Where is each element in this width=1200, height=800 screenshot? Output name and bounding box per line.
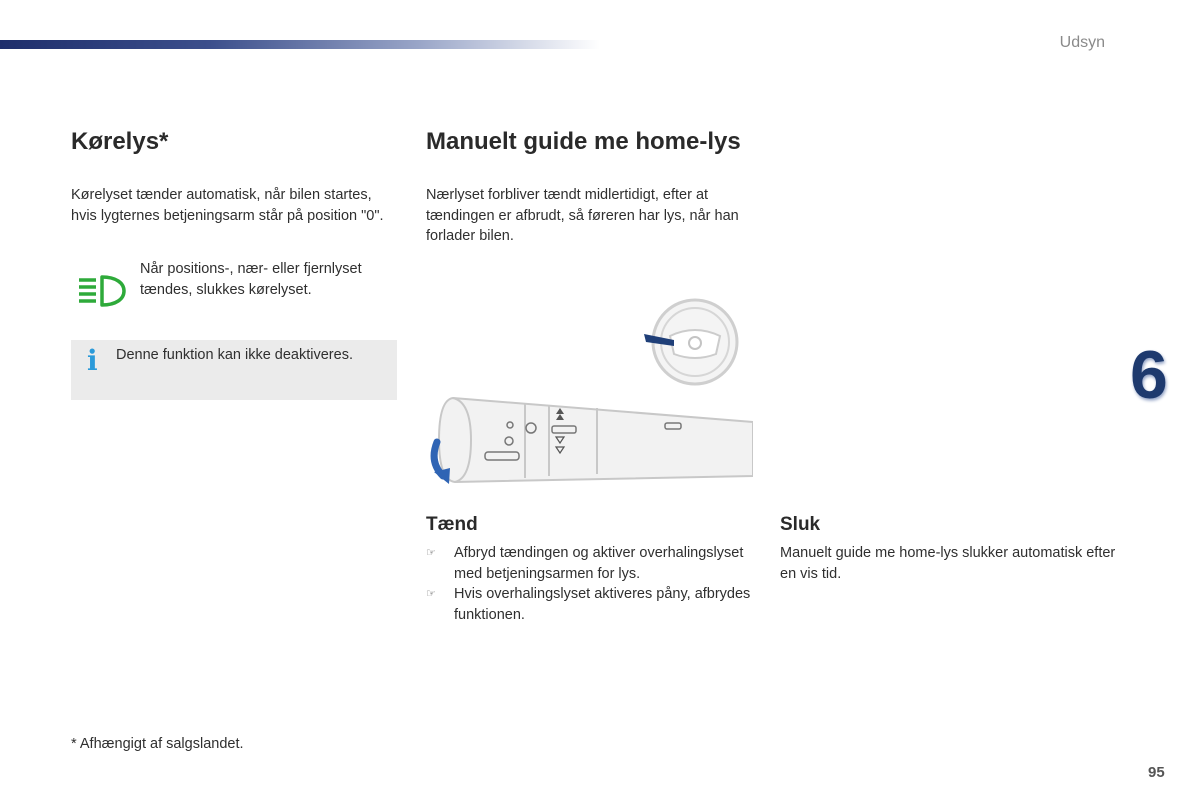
list-item xyxy=(426,584,756,625)
info-text: Denne funktion kan ikke deaktiveres. xyxy=(116,347,353,363)
section-label: Udsyn xyxy=(1059,34,1105,51)
light-stalk-illustration xyxy=(425,392,753,488)
step-text: Afbryd tændingen og aktiver overhalingslyset med betjeningsarmen for lys. xyxy=(454,545,744,582)
sluk-paragraph: Manuelt guide me home-lys slukker automatisk efter en vis tid. xyxy=(780,545,1116,582)
step-text: Hvis overhalingslyset aktiveres påny, afbrydes funktionen. xyxy=(454,586,751,623)
taend-title: Tænd xyxy=(426,514,478,535)
guide-me-home-title: Manuelt guide me home-lys xyxy=(426,128,741,155)
footnote: * Afhængigt af salgslandet. xyxy=(71,736,244,752)
pointing-hand-icon: ☞ xyxy=(426,588,436,600)
info-box xyxy=(71,340,397,400)
info-icon: i xyxy=(87,344,98,377)
headlamp-icon xyxy=(76,274,126,308)
list-item xyxy=(426,543,756,584)
header-gradient-bar xyxy=(0,40,600,49)
headlamp-note: Når positions-, nær- eller fjernlyset tændes, slukkes kørelyset. xyxy=(140,261,362,298)
chapter-number: 6 xyxy=(1130,337,1168,413)
sluk-title: Sluk xyxy=(780,514,821,535)
steering-wheel-illustration xyxy=(640,296,740,388)
kørelys-title: Kørelys* xyxy=(71,128,169,155)
pointing-hand-icon: ☞ xyxy=(426,547,436,559)
kørelys-paragraph: Kørelyset tænder automatisk, når bilen startes, hvis lygternes betjeningsarm står på position "0". xyxy=(71,187,384,224)
page-number: 95 xyxy=(1148,764,1165,781)
guide-me-home-paragraph: Nærlyset forbliver tændt midlertidigt, efter at tændingen er afbrudt, så føreren har lys, når han forlader bilen. xyxy=(426,187,739,244)
taend-steps xyxy=(426,543,756,625)
